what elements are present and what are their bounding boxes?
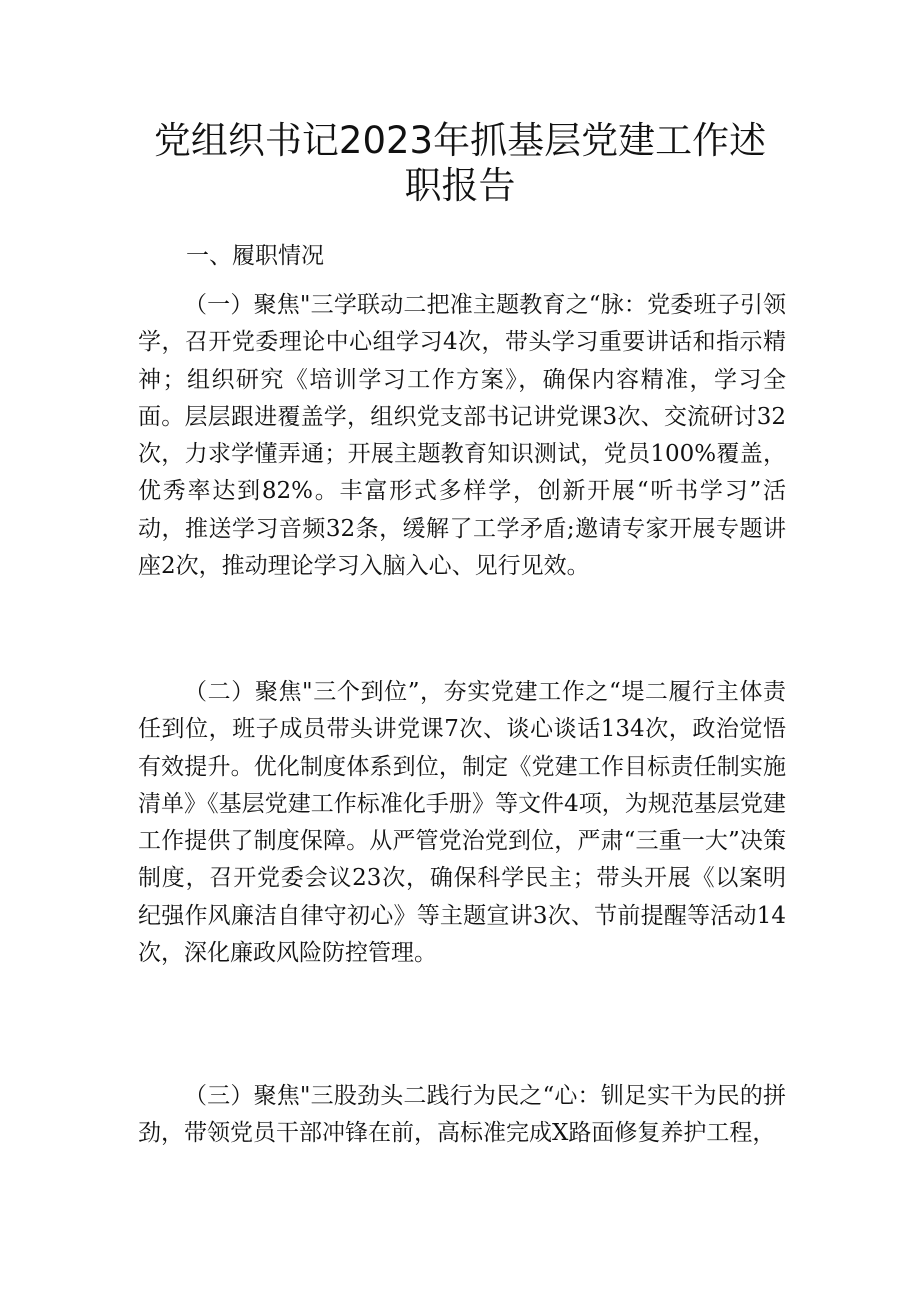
paragraph-people: （三）聚焦"三股劲头二践行为民之“心：钏足实干为民的拼劲，带领党员干部冲锋在前，高标准完成X路面修复养护工程，: [138, 1083, 786, 1147]
paragraph-study: （一）聚焦"三学联动二把准主题教育之“脉：党委班子引领学，召开党委理论中心组学习4次，带头学习重要讲话和指示精神；组织研究《培训学习工作方案》，确保内容精准，学习全面。层层跟进覆盖学，组织党支部书记讲党课3次、交流研讨32次，力求学懂弄通；开展主题教育知识测试，党员100%覆盖，优秀率达到82%。丰富形式多样学，创新开展“听书学习”活动，推送学习音频32条，缓解了工学矛盾;邀请专家开展专题讲座2次，推动理论学习入脑入心、见行见效。: [138, 292, 786, 580]
page-title: 党组织书记2023年抓基层党建工作述职报告: [153, 119, 767, 207]
paragraph-responsibility: （二）聚焦"三个到位”，夯实党建工作之“堤二履行主体责任到位，班子成员带头讲党课7次、谈心谈话134次，政治觉悟有效提升。优化制度体系到位，制定《党建工作目标责任制实施清单》《基层党建工作标准化手册》等文件4项，为规范基层党建工作提供了制度保障。从严管党治党到位，严肃“三重一大”决策制度，召开党委会议23次，确保科学民主；带头开展《以案明纪强作风廉洁自律守初心》等主题宣讲3次、节前提醒等活动14次，深化廉政风险防控管理。: [138, 679, 786, 967]
section-heading: 一、履职情况: [186, 243, 324, 269]
